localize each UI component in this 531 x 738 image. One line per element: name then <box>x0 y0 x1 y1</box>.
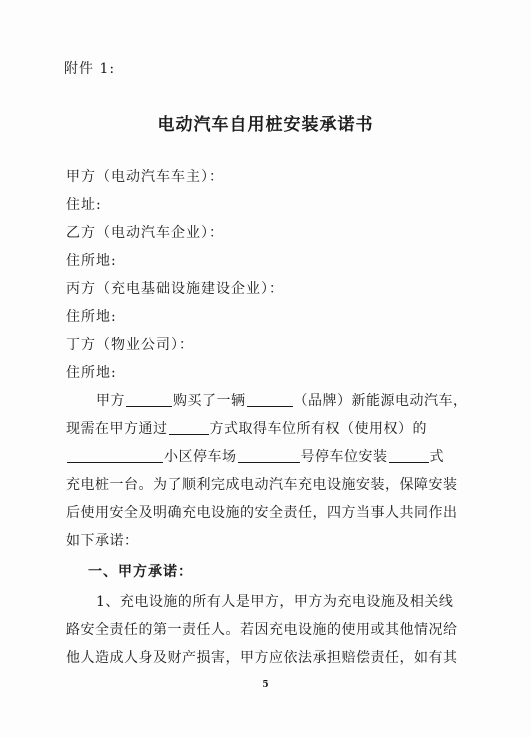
clause-1-line-2: 路安全责任的第一责任人。若因充电设施的使用或其他情况给 <box>66 622 458 638</box>
intro-line-2: 现需在甲方通过 方式取得车位所有权（使用权）的 <box>66 421 427 437</box>
intro-line-1: 甲方 购买了一辆 （品牌）新能源电动汽车， <box>96 393 468 409</box>
clause-1-line-3: 他人造成人身及财产损害，甲方应依法承担赔偿责任，如有其 <box>66 650 458 666</box>
party-d-address-label: 住所地: <box>66 365 117 381</box>
clause-1-line-1: 1、充电设施的所有人是甲方，甲方为充电设施及相关线 <box>96 594 454 610</box>
attachment-label: 附件 1: <box>64 61 116 77</box>
page-number: 5 <box>262 680 269 690</box>
intro-line-5: 后使用安全及明确充电设施的安全责任，四方当事人共同作出 <box>66 505 458 521</box>
charger-type-blank <box>389 448 429 463</box>
party-d-label: 丁方（物业公司）： <box>66 337 194 353</box>
party-c-label: 丙方（充电基础设施建设企业）： <box>66 281 284 297</box>
intro-line-3: 小区停车场 号停车位安装 式 <box>66 446 444 466</box>
party-b-address-label: 住所地: <box>66 253 117 269</box>
section-heading: 一、甲方承诺： <box>88 564 193 580</box>
community-name-blank <box>67 448 163 463</box>
party-a-address-label: 住址: <box>66 197 102 213</box>
intro-line-4: 充电桩一台。为了顺利完成电动汽车充电设施安装，保障安装 <box>66 477 458 493</box>
parking-space-number-blank <box>238 448 300 463</box>
ownership-method-blank <box>169 420 209 435</box>
document-title: 电动汽车自用桩安装承诺书 <box>157 115 374 135</box>
brand-blank <box>247 392 293 407</box>
party-a-label: 甲方（电动汽车车主）： <box>66 169 224 185</box>
party-b-label: 乙方（电动汽车企业）： <box>66 225 224 241</box>
intro-line-6: 如下承诺： <box>66 533 139 549</box>
party-c-address-label: 住所地: <box>66 309 117 325</box>
buyer-name-blank <box>126 392 172 407</box>
